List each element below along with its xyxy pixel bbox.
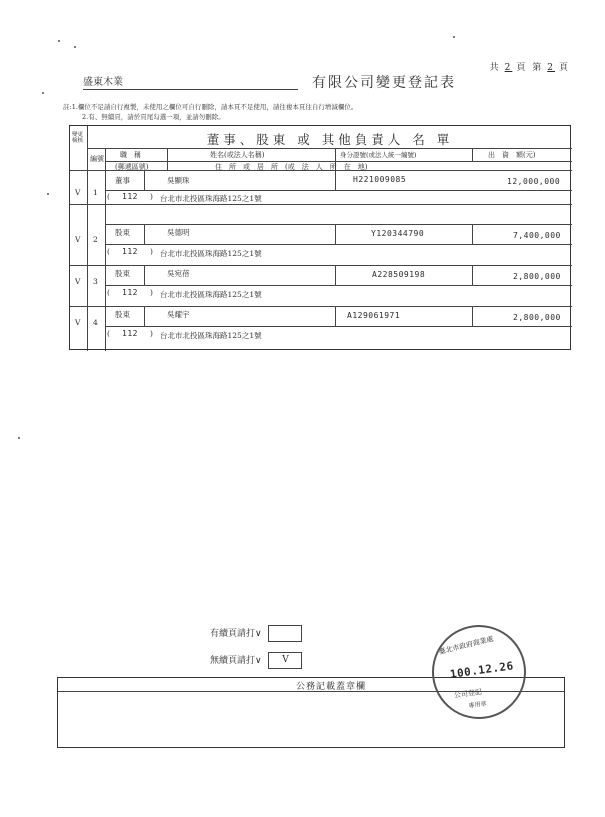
has-continuation-checkbox[interactable]	[268, 625, 302, 642]
seq-header: 編號	[90, 155, 104, 163]
has-continuation-label: 有續頁請打∨	[210, 629, 262, 639]
page-total-suffix: 頁	[516, 63, 528, 73]
name-header: 姓名(或法人名稱)	[210, 151, 265, 159]
no-continuation-checkbox[interactable]: V	[268, 652, 302, 669]
scan-speck	[74, 46, 76, 48]
note-line-2: 2.有、無續頁，請於頁尾勾選一項，並請勿刪除。	[82, 113, 225, 121]
row-name: 吳耀宇	[167, 310, 190, 319]
row-postal: 112	[122, 247, 138, 256]
page-total-prefix: 共	[489, 63, 501, 73]
row-address: 台北市北投區珠海路125之1號	[160, 331, 262, 340]
row-postal-close: )	[150, 288, 153, 297]
company-name: 盛東木業	[83, 73, 298, 90]
scan-speck	[18, 437, 20, 439]
row-postal: 112	[122, 192, 138, 201]
row-check-mark: V	[75, 277, 81, 286]
row-id-number: H221009085	[353, 175, 407, 184]
row-id-number: A228509198	[372, 270, 426, 279]
row-id-number: A129061971	[347, 311, 401, 320]
position-header: 職 稱	[120, 151, 141, 159]
row-position: 股東	[115, 228, 130, 237]
page-current-suffix: 頁	[558, 63, 570, 73]
row-check-mark: V	[75, 188, 81, 197]
seal-bottom-text: 公司登記	[453, 687, 483, 700]
document-title: 有限公司變更登記表	[312, 75, 456, 91]
row-position: 股東	[115, 269, 130, 278]
row-address: 台北市北投區珠海路125之1號	[160, 249, 262, 258]
row-seq: 3	[93, 277, 98, 286]
scan-speck	[42, 92, 44, 94]
row-seq: 1	[93, 188, 98, 197]
seal-date: 100.12.26	[449, 659, 515, 681]
row-postal-open: (	[107, 288, 110, 297]
row-check-mark: V	[75, 318, 81, 327]
no-continuation-row	[210, 652, 302, 669]
no-continuation-label: 無續頁請打∨	[210, 656, 262, 666]
scan-speck	[453, 36, 455, 38]
row-capital: 2,800,000	[513, 272, 561, 281]
row-name: 吳德明	[167, 228, 190, 237]
row-id-number: Y120344790	[371, 229, 425, 238]
row-position: 董事	[115, 176, 130, 185]
directors-table	[69, 125, 571, 350]
postal-header: (郵遞區號)	[115, 163, 149, 171]
row-postal-open: (	[107, 247, 110, 256]
row-address: 台北市北投區珠海路125之1號	[160, 290, 262, 299]
row-check-mark: V	[75, 235, 81, 244]
page-indicator	[490, 60, 570, 73]
row-name: 吳顯珠	[167, 176, 190, 185]
row-capital: 2,800,000	[513, 313, 561, 322]
scan-speck	[58, 40, 60, 42]
seal-bottom-text-2: 專用章	[468, 700, 487, 710]
row-capital: 12,000,000	[507, 177, 561, 186]
capital-header: 出 資 額(元)	[488, 151, 536, 159]
page-current-prefix: 第	[532, 63, 544, 73]
has-continuation-row	[210, 625, 302, 642]
row-address: 台北市北投區珠海路125之1號	[160, 194, 262, 203]
address-header: 住 所 或 居 所 (或 法 人 所 在 地)	[215, 163, 368, 171]
stamp-area-label: 公務記載蓋章欄	[296, 682, 367, 692]
seal-agency-text: 臺北市政府商業處	[438, 634, 495, 657]
check-column-label: 變更檢核	[72, 132, 84, 144]
row-postal-close: )	[150, 247, 153, 256]
row-postal-open: (	[107, 329, 110, 338]
scan-speck	[47, 193, 49, 195]
row-name: 吳宛蓓	[167, 269, 190, 278]
row-seq: 4	[93, 318, 98, 327]
row-postal: 112	[122, 329, 138, 338]
note-line-1: 註:1.欄位不足請自行複製，未使用之欄位可自行刪除，請本頁不足使用，請往複本頁往自行增減欄位。	[63, 103, 358, 111]
id-header: 身分證號(或法人統一編號)	[340, 151, 417, 159]
row-position: 股東	[115, 310, 130, 319]
row-postal-close: )	[150, 192, 153, 201]
section-title: 董事、股東 或 其他負責人 名 單	[206, 132, 454, 147]
row-postal-close: )	[150, 329, 153, 338]
row-postal-open: (	[107, 192, 110, 201]
row-capital: 7,400,000	[513, 231, 561, 240]
row-seq: 2	[93, 235, 98, 244]
page-current: 2	[547, 63, 555, 73]
page-total: 2	[504, 63, 513, 73]
row-postal: 112	[122, 288, 138, 297]
